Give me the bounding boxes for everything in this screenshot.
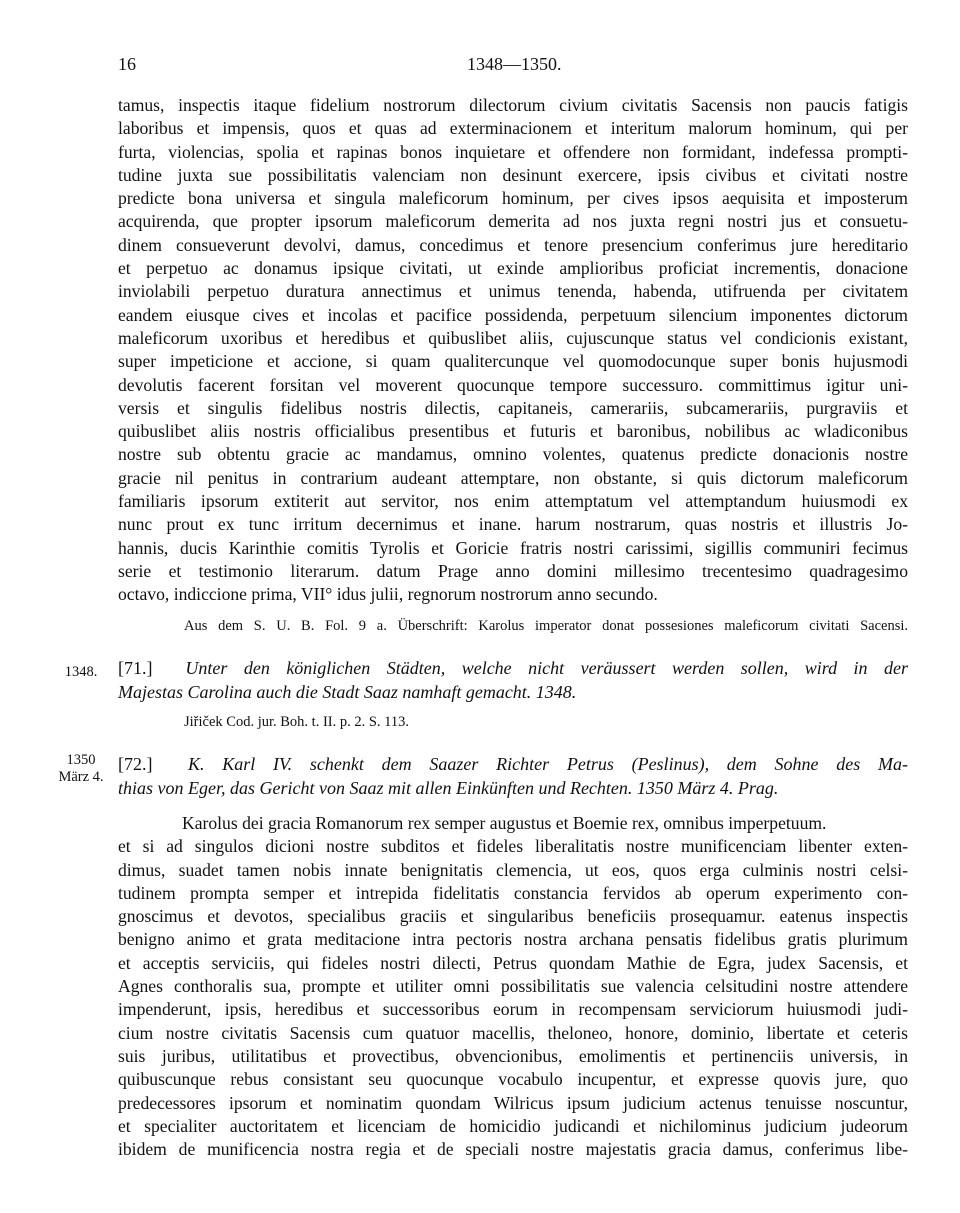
text-line: gnoscimus et devotos, specialibus graciis et singularibus beneficiis prosequamur. eatenus inspectis [118,906,908,927]
text-line: tudine juxta sue possibilitatis valenciam non desinunt exercere, ipsis civibus et civitati nostre [118,164,908,185]
regest-text: K. Karl IV. schenkt dem Saazer Richter Petrus (Peslinus), dem Sohne des Ma- [188,754,909,774]
source-note-70: Aus dem S. U. B. Fol. 9 a. Überschrift: Karolus imperator donat possesiones maleficorum civitati Sacensi. [184,618,908,634]
text-line: nostre sub obtentu gracie ac mandamus, omnino volentes, quatenus predicte donacionis nostre [118,444,908,465]
entry-number-71: [71.] [118,658,153,678]
regest-line: thias von Eger, das Gericht von Saaz mit allen Einkünften und Rechten. 1350 März 4. Prag. [118,778,779,798]
text-line: Agnes conthoralis sua, prompte et utiliter omni possibilitatis sue valencia celsitudini nostre attendere [118,976,908,997]
text-line: suis juribus, utilitatibus et provectibus, obvencionibus, emolimentis et pertinenciis universis, in [118,1045,908,1066]
text-line: nunc prout ex tunc irritum decernimus et inane. harum nostrarum, quas nostris et illustris Jo- [118,514,908,535]
charter-72-text [118,812,908,1161]
page-number: 16 [118,54,136,74]
text-line: familiaris ipsorum extiterit aut servitor, nos enim attemptatum vel attemptandum huiusmodi ex [118,491,908,512]
margin-date-71: 1348. [64,664,98,680]
running-title: 1348—1350. [467,54,562,74]
text-line: laboribus et impensis, quos et quas ad exterminacionem et interitum malorum hominum, qui per [118,118,908,139]
text-line: impenderunt, ipsis, heredibus et successoribus eorum in recompensam serviciorum huiusmodi judi- [118,999,908,1020]
text-line: et perpetuo ac donamus ipsique civitati, ut exinde amplioribus proficiat incrementis, donacione [118,258,908,279]
text-line: versis et singulis fidelibus nostris dilectis, capitaneis, camerariis, subcamerariis, purgraviis et [118,397,908,418]
text-line: et si ad singulos dicioni nostre subditos et fideles liberalitatis nostre munificenciam libenter exten- [118,836,908,857]
entry-number-72: [72.] [118,754,153,774]
text-line: predecessores ipsorum et nominatim quondam Wilricus ipsum judicium actenus tenuisse noscuntur, [118,1092,908,1113]
text-line: predicte bona universa et singula maleficorum hominum, per cives ipsos aequisita et imposterum [118,188,908,209]
text-line: et specialiter auctoritatem et licenciam de homicidio judicandi et nichilominus judicium judeorum [118,1115,908,1136]
margin-date-72 [55,752,107,786]
text-line: dinem consueverunt devolvi, damus, concedimus et tenore presencium conferimus jure hereditario [118,234,908,255]
text-line: furta, violencias, spolia et rapinas bonos inquietare et offendere non formidant, indefessa prompti- [118,141,908,162]
text-line: et acceptis serviciis, qui fideles nostri dilecti, Petrus quondam Mathie de Egra, judex Sacensis, et [118,952,908,973]
text-line: ibidem de munificencia nostra regia et de speciali nostre majestatis gracia damus, conferimus libe- [118,1139,908,1160]
text-line: inviolabili perpetuo duratura annectimus et unimus tenenda, habenda, utifruenda per civitatem [118,281,908,302]
previous-charter-text [118,94,908,607]
margin-date-year: 1350 [66,752,96,768]
text-line: benigno animo et grata meditacione intra pectoris nostra archana pensatis fidelibus gratis plurimum [118,929,908,950]
text-line: acquirenda, que propter ipsorum maleficorum demerita ad nos juxta regni nostri jus et consuetu- [118,211,908,232]
text-line: super impeticione et accione, si quam qualitercunque vel quomodocunque super bonis hujusmodi [118,351,908,372]
text-line: serie et testimonio literarum. datum Prage anno domini millesimo trecentesimo quadragesimo [118,560,908,581]
text-line: quibuslibet aliis nostris officialibus presentibus et futuris et baronibus, nobilibus ac wladiconibus [118,421,908,442]
text-line: cium nostre civitatis Sacensis cum quatuor macellis, theloneo, honore, dominio, libertate et ceteris [118,1022,908,1043]
text-line: eandem eiusque cives et incolas et pacifice possidenda, perpetuum silencium imponentes dictorum [118,304,908,325]
text-line: devolutis facerent forsitan vel moverent quocunque tempore successuro. committimus igitur uni- [118,374,908,395]
text-line: gracie nil penitus in contrarium audeant attemptare, non obstante, si quis dictorum maleficorum [118,467,908,488]
entry-72-regest [118,752,908,800]
regest-line [118,656,908,680]
margin-date-day: März 4. [58,769,104,785]
text-line: quibuscunque rebus consistant seu quocunque vocabulo incupentur, et expresse quovis jure, quo [118,1069,908,1090]
text-line: dimus, suadet tamen nobis innate benignitatis clemencia, ut eos, quos erga culminis nostri celsi- [118,859,908,880]
regest-line: Majestas Carolina auch die Stadt Saaz namhaft gemacht. 1348. [118,682,577,702]
source-note-71: Jiřiček Cod. jur. Boh. t. II. p. 2. S. 113. [184,714,410,730]
text-line: maleficorum uxoribus et heredibus et quibuslibet aliis, cujuscunque status vel condicionis existant, [118,327,908,348]
entry-71-regest [118,656,908,704]
text-line: Karolus dei gracia Romanorum rex semper augustus et Boemie rex, omnibus imperpetuum. [182,813,827,833]
text-line: hannis, ducis Karinthie comitis Tyrolis et Goricie fratris nostri carissimi, sigillis communiri fecimus [118,537,908,558]
text-line: octavo, indiccione prima, VII° idus julii, regnorum nostrorum anno secundo. [118,584,658,605]
text-line: tamus, inspectis itaque fidelium nostrorum dilectorum civium civitatis Sacensis non paucis fatigis [118,95,908,115]
text-line: tudinem prompta semper et intrepida fidelitatis constancia fervidos ab operum experimento con- [118,882,908,903]
regest-text: Unter den königlichen Städten, welche nicht veräussert werden sollen, wird in der [185,658,909,678]
regest-line [118,752,908,776]
